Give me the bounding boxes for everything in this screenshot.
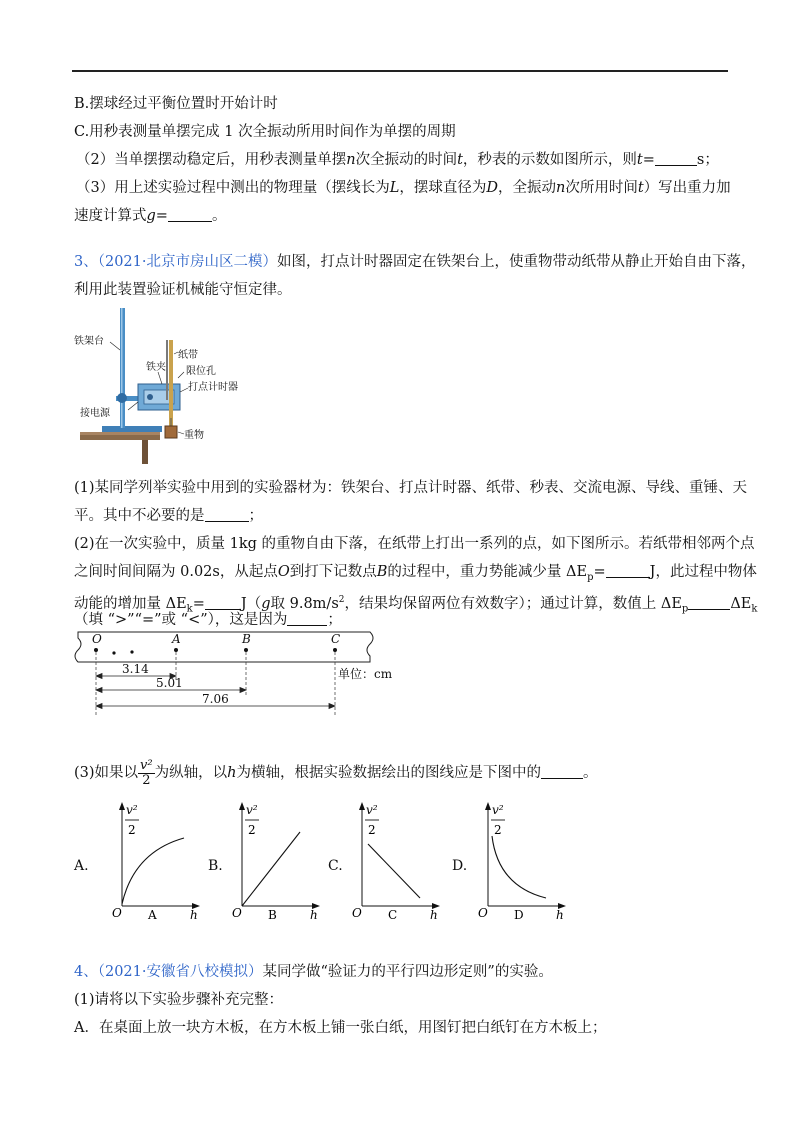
answer-blank[interactable] (205, 507, 249, 522)
label-timer: 打点计时器 (188, 382, 238, 393)
part-2-line-4: （填 “>”“=”或 “<”），这是因为 ； (74, 612, 342, 628)
header-rule (72, 70, 728, 72)
graph-B[interactable] (224, 800, 324, 920)
svg-text:2: 2 (248, 823, 256, 837)
point-A (174, 648, 178, 652)
part-2-line-2: 之间时间间隔为 0.02s，从起点O到打下记数点B的过程中，重力势能减少量 $\Delta E_p= J$，此过程中物体 (74, 564, 757, 583)
label-clamp: 铁夹 (146, 362, 166, 373)
question-2-line: （2）当单摆摆动稳定后，用秒表测量单摆n次全振动的时间t，秒表的示数如图所示，则t= s； (76, 152, 719, 168)
problem-4-header: 4、（2021·安徽省八校模拟）某同学做“验证力的平行四边形定则”的实验。 (74, 964, 553, 980)
answer-blank[interactable] (655, 151, 697, 166)
svg-text:C: C (388, 908, 398, 920)
svg-text:h: h (556, 908, 564, 920)
problem-3-header: 3、（2021·北京市房山区二模）如图，打点计时器固定在铁架台上，使重物带动纸带从静止开始自由下落， (74, 254, 756, 270)
fraction-v2-over-2: $\frac{\text{v²}}{2}$ (140, 757, 153, 788)
svg-text:B: B (268, 908, 277, 920)
point-C (333, 648, 337, 652)
svg-text:D: D (514, 908, 524, 920)
option-D-label[interactable]: D. (452, 858, 468, 874)
label-stand: 铁架台 (74, 336, 104, 347)
label-power: 接电源 (80, 408, 110, 419)
option-B-label[interactable]: B. (208, 858, 223, 874)
problem-3-stem-2: 利用此装置验证机械能守恒定律。 (74, 282, 292, 298)
problem-4-part-1: (1)请将以下实验步骤补充完整： (74, 992, 284, 1008)
svg-text:v²: v² (246, 803, 258, 817)
problem-4-source: （2021·安徽省八校模拟） (97, 964, 263, 980)
svg-text:A: A (148, 908, 157, 920)
option-c-line: C.用秒表测量单摆完成 1 次全振动所用时间作为单摆的周期 (74, 124, 456, 140)
svg-text:v²: v² (366, 803, 378, 817)
tape-strip (75, 632, 373, 662)
line-C (368, 844, 420, 898)
tape-figure (72, 628, 412, 720)
graph-D[interactable] (470, 800, 570, 920)
svg-text:2: 2 (128, 823, 136, 837)
part-2-line-1: (2)在一次实验中，质量 1kg 的重物自由下落，在纸带上打出一系列的点，如下图所示。若纸带相邻两个点 (74, 536, 755, 552)
svg-text:2: 2 (368, 823, 376, 837)
part-1-line-2: 平。其中不必要的是 ； (74, 508, 263, 524)
option-A-label[interactable]: A. (74, 858, 89, 874)
svg-text:v²: v² (126, 803, 138, 817)
problem-4-step-a: A．在桌面上放一块方木板，在方木板上铺一张白纸，用图钉把白纸钉在方木板上； (74, 1020, 607, 1036)
distance-OC: 7.06 (202, 692, 229, 706)
problem-3-source: （2021·北京市房山区二模） (97, 254, 277, 270)
svg-text:h: h (430, 908, 438, 920)
question-3-line-2: 速度计算式g= 。 (74, 208, 227, 224)
weight-block (165, 426, 177, 438)
distance-OB: 5.01 (156, 676, 183, 690)
tape-dot (130, 650, 133, 653)
part-1-line-1: (1)某同学列举实验中用到的实验器材为：铁架台、打点计时器、纸带、秒表、交流电源、导线、重锤、天 (74, 480, 748, 496)
svg-text:O: O (352, 906, 362, 920)
graph-A[interactable] (104, 800, 204, 920)
answer-blank[interactable] (688, 595, 730, 610)
curve-A (122, 838, 184, 904)
label-hole: 限位孔 (186, 366, 216, 377)
graph-options (74, 800, 594, 920)
option-b-line: B.摆球经过平衡位置时开始计时 (74, 96, 278, 112)
paper-tape (169, 340, 173, 428)
option-C-label[interactable]: C. (328, 858, 343, 874)
label-A: A (172, 632, 181, 646)
svg-text:h: h (310, 908, 318, 920)
label-B: B (242, 632, 251, 646)
point-B (244, 648, 248, 652)
tape-dot (112, 651, 115, 654)
svg-text:O: O (478, 906, 488, 920)
stand-base (102, 426, 162, 432)
svg-text:O: O (232, 906, 242, 920)
part-2-line-3: 动能的增加量 $\Delta E_k= J(g$取 $9.8m/s^2$，结果均保留两位有效数字）；通过计算，数值上 $\Delta E_p$ $\Delta E_k$ (74, 595, 758, 615)
line-B (242, 832, 300, 906)
svg-text:h: h (190, 908, 198, 920)
label-O: O (92, 632, 102, 646)
svg-text:2: 2 (494, 823, 502, 837)
svg-text:v²: v² (492, 803, 504, 817)
distance-OA: 3.14 (122, 662, 149, 676)
curve-D (492, 836, 546, 898)
label-weight: 重物 (184, 430, 204, 441)
answer-blank[interactable] (205, 595, 241, 610)
answer-blank[interactable] (606, 563, 650, 578)
svg-text:O: O (112, 906, 122, 920)
question-3-line: （3）用上述实验过程中测出的物理量（摆线长为L，摆球直径为D，全振动n次所用时间t）写出重力加 (76, 180, 731, 196)
part-3-line: (3)如果以 $\frac{\text{v²}}{2}$ 为纵轴，以h为横轴，根据实验数据绘出的图线应是下图中的 。 (74, 757, 598, 788)
label-C: C (331, 632, 341, 646)
table-leg (142, 440, 148, 464)
tape-unit: 单位：cm (338, 667, 393, 681)
graph-C[interactable] (344, 800, 444, 920)
apparatus-figure (72, 300, 262, 470)
label-tape: 纸带 (178, 350, 198, 361)
answer-blank[interactable] (287, 611, 327, 626)
answer-blank[interactable] (168, 207, 212, 222)
answer-blank[interactable] (541, 764, 583, 779)
point-O (94, 648, 98, 652)
